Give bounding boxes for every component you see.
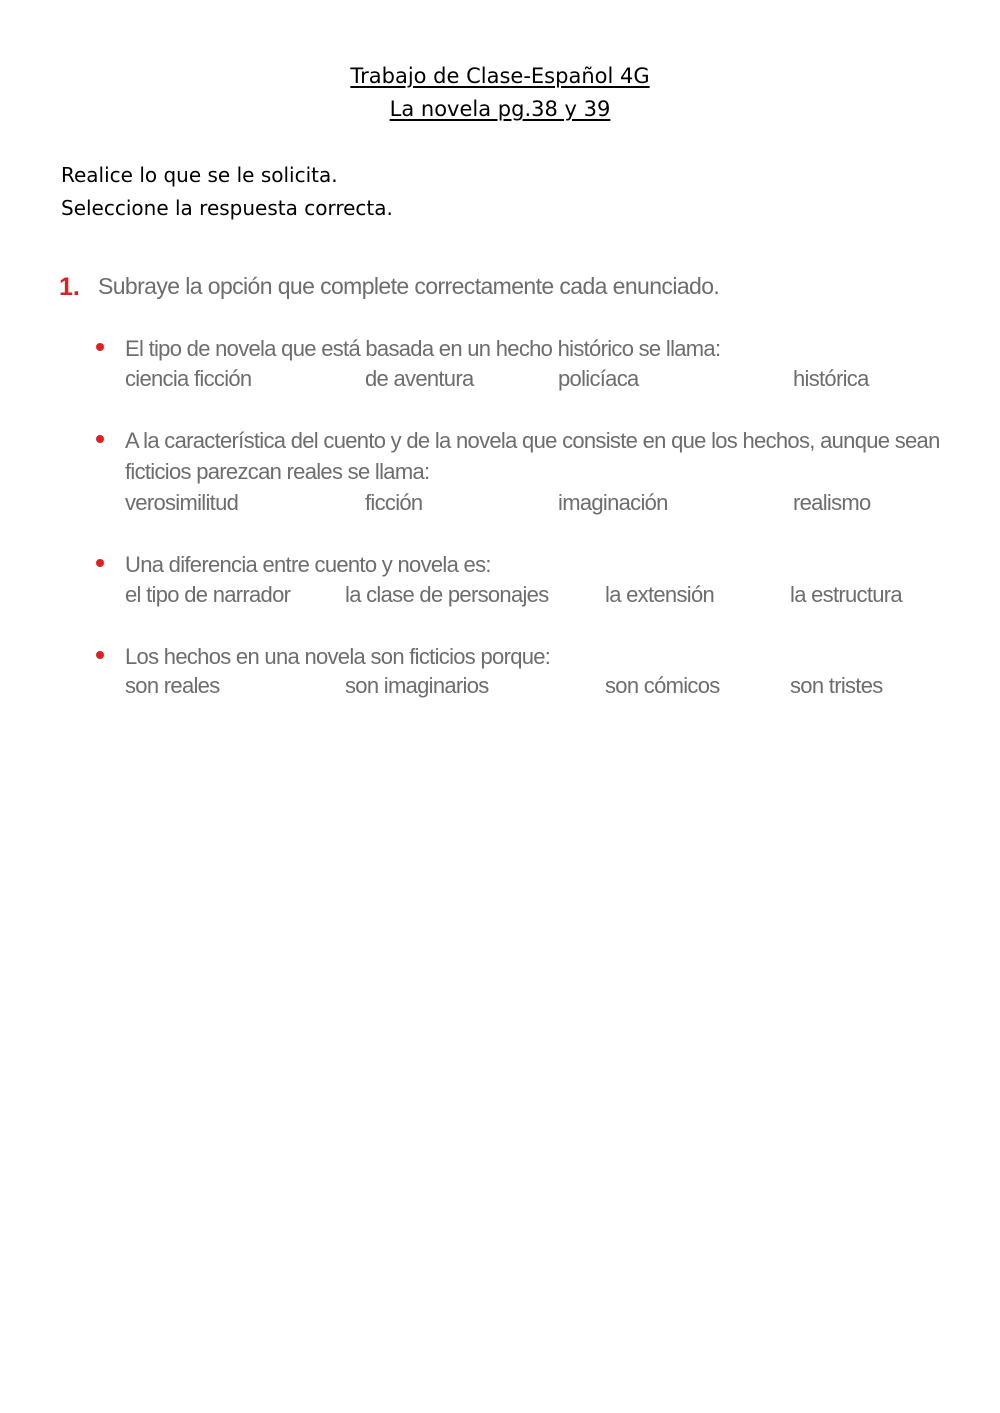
answer-option[interactable]: son reales [125, 673, 220, 698]
answer-option[interactable]: de aventura [365, 366, 474, 391]
bullet-icon [96, 343, 104, 351]
answer-option[interactable]: la estructura [790, 582, 902, 607]
answer-option[interactable]: el tipo de narrador [125, 582, 291, 607]
page-title: Trabajo de Clase-Español 4G [350, 64, 650, 88]
bullet-icon [96, 651, 104, 659]
question-prompt: Los hechos en una novela son ficticios porque: [125, 644, 551, 669]
answer-option[interactable]: son imaginarios [345, 673, 489, 698]
question-prompt-continued: ficticios parezcan reales se llama: [125, 459, 430, 484]
answer-option[interactable]: histórica [793, 366, 869, 391]
question-prompt: A la característica del cuento y de la novela que consiste en que los hechos, aunque sean [125, 428, 940, 453]
exercise-number: 1. [59, 273, 80, 301]
answer-option[interactable]: ciencia ficción [125, 366, 252, 391]
page-subtitle: La novela pg.38 y 39 [389, 97, 611, 121]
exercise-statement: Subraye la opción que complete correctamente cada enunciado. [98, 273, 720, 299]
answer-option[interactable]: ficción [365, 490, 423, 515]
answer-option[interactable]: verosimilitud [125, 490, 239, 515]
answer-option[interactable]: son cómicos [605, 673, 720, 698]
bullet-icon [96, 435, 104, 443]
question-prompt: El tipo de novela que está basada en un hecho histórico se llama: [125, 336, 721, 361]
answer-option[interactable]: policíaca [558, 366, 639, 391]
bullet-icon [96, 559, 104, 567]
instruction-line: Seleccione la respuesta correcta. [61, 196, 393, 220]
answer-option[interactable]: imaginación [558, 490, 668, 515]
answer-option[interactable]: realismo [793, 490, 871, 515]
answer-option[interactable]: la extensión [605, 582, 715, 607]
answer-option[interactable]: la clase de personajes [345, 582, 549, 607]
instruction-line: Realice lo que se le solicita. [61, 163, 338, 187]
question-prompt: Una diferencia entre cuento y novela es: [125, 552, 491, 577]
answer-option[interactable]: son tristes [790, 673, 883, 698]
